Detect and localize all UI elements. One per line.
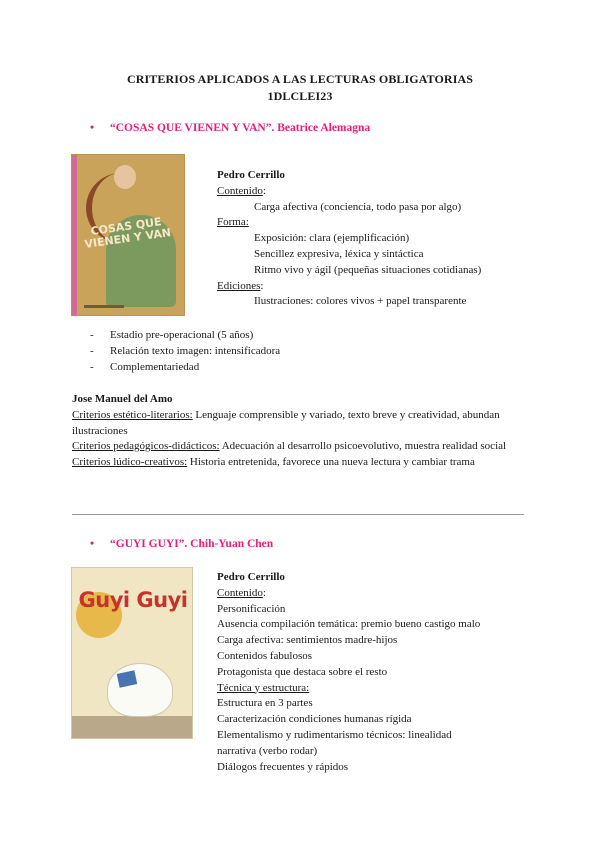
tecnica-item: Estructura en 3 partes: [217, 697, 313, 710]
author-name: Pedro Cerrillo: [217, 169, 285, 181]
author-name: Jose Manuel del Amo: [72, 393, 173, 405]
bullet-icon: •: [90, 538, 95, 550]
page-code: 1DLCLEI23: [267, 89, 333, 103]
bullet-icon: •: [90, 122, 95, 134]
contenido-item: Carga afectiva: sentimientos madre-hijos: [217, 634, 398, 647]
contenido-item: Protagonista que destaca sobre el resto: [217, 665, 388, 678]
author-name: Pedro Cerrillo: [217, 571, 285, 583]
forma-label: Forma:: [217, 216, 249, 229]
contenido-item: Contenidos fabulosos: [217, 649, 313, 662]
book2-cerrillo: Pedro Cerrillo Contenido: Personificación Ausencia compilación temática: premio bueno castigo malo Carga afectiva: sentimientos madre-hijos Contenidos fabulosos Protagonista que destaca sobre el resto Técnica y estructura: Estructura en 3 partes Caracterización condiciones humanas rígida Elementalismo y rudimentarismo técnicos: linealidad narrativa (verbo rodar) Diálogos frecuentes y rápidos: [217, 570, 480, 775]
book2-heading: [90, 538, 273, 550]
list-item: - Relación texto imagen: intensificadora: [90, 345, 281, 357]
book2-cover-image: [72, 568, 192, 738]
list-item: - Complementariedad: [90, 361, 200, 373]
book2-title: “GUYI GUYI”. Chih-Yuan Chen: [110, 538, 274, 550]
ediciones-item: Ilustraciones: colores vivos + papel transparente: [254, 295, 467, 308]
criterio-ludico: Criterios lúdico-creativos: Historia entretenida, favorece una nueva lectura y cambiar trama: [72, 456, 475, 469]
tecnica-label: Técnica y estructura:: [217, 681, 310, 694]
book1-cerrillo: Pedro Cerrillo Contenido: Carga afectiva (conciencia, todo pasa por algo) Forma: Exposición: clara (ejemplificación) Sencillez expresiva, léxica y sintáctica Ritmo vivo y ágil (pequeñas situaciones cotidianas) Ediciones: Ilustraciones: colores vivos + papel transparente: [217, 168, 481, 310]
cover-head: [114, 165, 136, 189]
book1-dash-list: [90, 327, 280, 375]
cover-footer: [84, 305, 124, 308]
cover-duck: [108, 664, 172, 716]
ediciones-label: Ediciones: [217, 279, 261, 292]
forma-item: Exposición: clara (ejemplificación): [254, 232, 410, 245]
book1-title: “COSAS QUE VIENEN Y VAN”. Beatrice Alemagna: [110, 122, 371, 134]
tecnica-item: Diálogos frecuentes y rápidos: [217, 760, 349, 773]
cover-title: COSAS QUE VIENEN Y VAN: [83, 215, 172, 251]
page-title: CRITERIOS APLICADOS A LAS LECTURAS OBLIGATORIAS: [126, 72, 474, 86]
book1-delamo: [72, 392, 527, 471]
book1-heading: [90, 122, 370, 134]
contenido-item: Carga afectiva (conciencia, todo pasa por algo): [254, 200, 462, 213]
cover-spine: [72, 155, 77, 315]
cover-ground: [72, 716, 192, 738]
criterio-pedagogico: Criterios pedagógicos-didácticos: Adecuación al desarrollo psicoevolutivo, muestra realidad social: [72, 440, 507, 453]
tecnica-item: Caracterización condiciones humanas rígida: [217, 713, 412, 726]
contenido-label: Contenido: [217, 184, 263, 197]
tecnica-item: narrativa (verbo rodar): [217, 744, 318, 757]
tecnica-item: Elementalismo y rudimentarismo técnicos: linealidad: [217, 728, 452, 741]
forma-item: Ritmo vivo y ágil (pequeñas situaciones cotidianas): [254, 263, 482, 276]
section-divider: [72, 514, 524, 515]
cover-title: Guyi Guyi: [78, 588, 188, 612]
forma-item: Sencillez expresiva, léxica y sintáctica: [254, 247, 424, 260]
criterio-estetico: Criterios estético-literarios: Lenguaje comprensible y variado, texto breve y creatividad, abundan ilustraciones: [72, 408, 500, 437]
list-item: - Estadio pre-operacional (5 años): [90, 329, 254, 341]
contenido-item: Personificación: [217, 602, 286, 615]
contenido-item: Ausencia compilación temática: premio bueno castigo malo: [217, 618, 481, 631]
contenido-label: Contenido: [217, 586, 263, 599]
book1-cover-image: [72, 155, 184, 315]
